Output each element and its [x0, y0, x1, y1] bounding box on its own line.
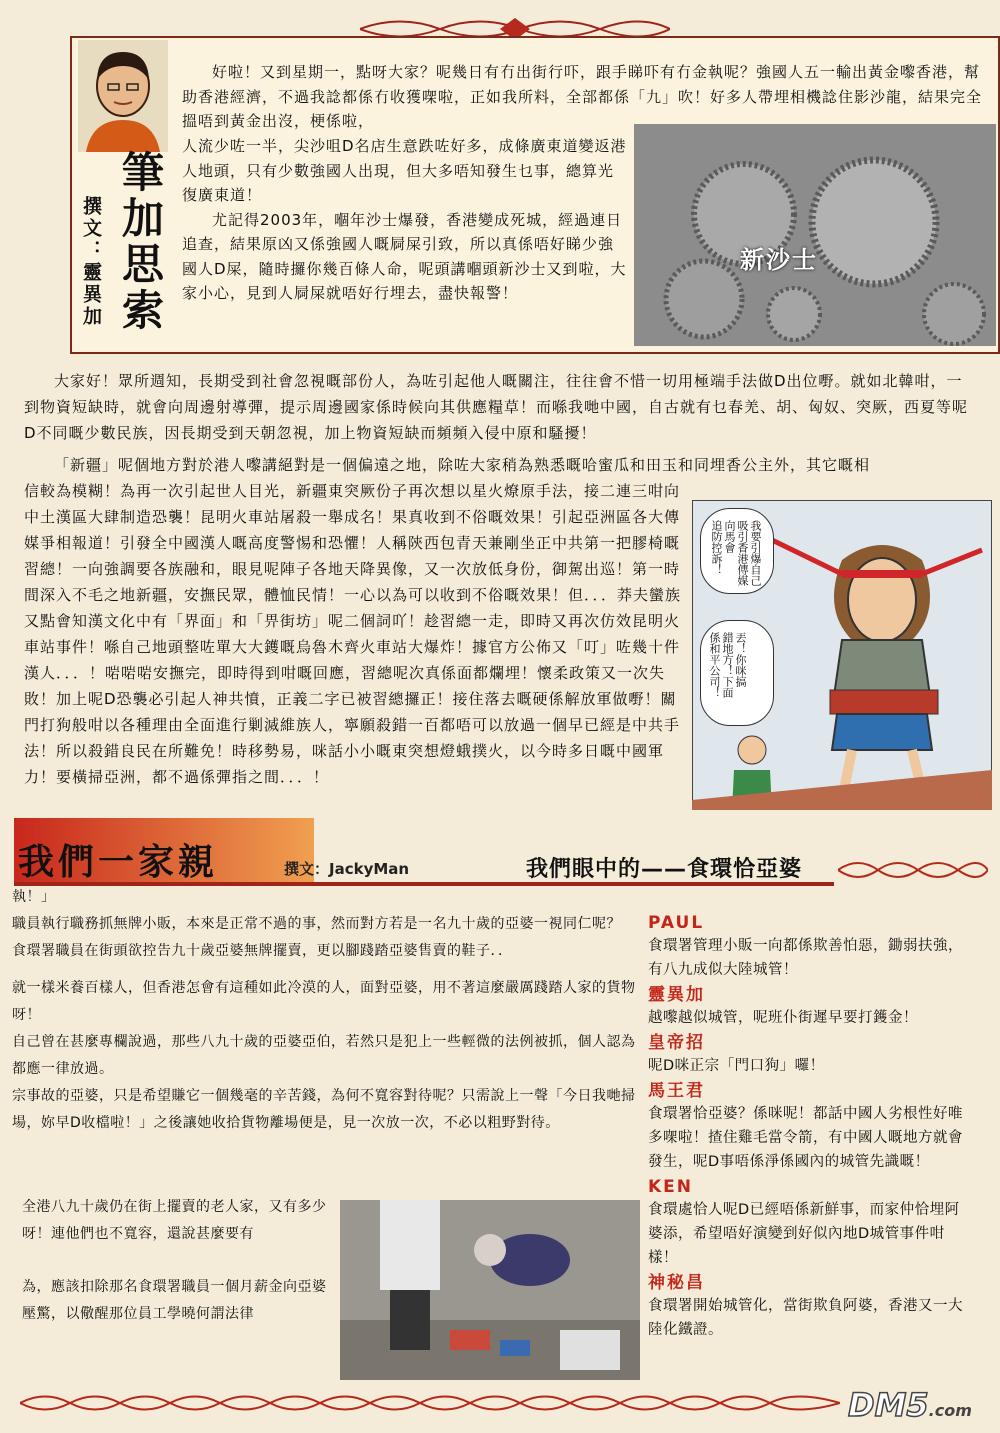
article-intro: [24, 368, 972, 446]
comments-column: [648, 912, 970, 1344]
comment-text: 食環處恰人呢D已經唔係新鮮事，而家仲恰埋阿婆添，希望唔好演變到好似內地D城管事件咁樣！: [648, 1202, 960, 1266]
comment-text: 呢D咪正宗「門口狗」囉！: [648, 1058, 825, 1074]
column-paragraph-1-b: 人流少咗一半，尖沙咀D名店生意跌咗好多，成條廣東道變返港人地頭，只有少數強國人出現，但大多唔知發生乜事，總算光復廣東道！: [182, 137, 627, 204]
column-paragraph-1-b-wrap: [182, 134, 627, 354]
s2-paragraph-2: 職員執行職務抓無牌小販，本來是正常不過的事，然而對方若是一名九十歲的亞婆一視同仁呢？: [12, 916, 621, 932]
watermark-logo: [848, 1386, 972, 1424]
comment-text: 食環署管理小販一向都係欺善怕惡，鋤弱扶強，有八九成似大陸城管！: [648, 938, 963, 978]
virus-photo-caption: 新沙士: [740, 246, 818, 274]
column-title: 筆加思索: [116, 150, 165, 334]
comment-author: KEN: [648, 1177, 694, 1197]
section2-subtitle: 我們眼中的——食環恰亞婆: [526, 857, 803, 882]
section2-ornament: [838, 856, 988, 884]
author-portrait: [78, 40, 168, 152]
comic-bubble-right-text: 丟！你咪搞 錯地方！下面 係和平公司！: [708, 632, 747, 698]
comment-text: 食環署開始城管化，當街欺負阿婆，香港又一大陸化鐵證。: [648, 1298, 963, 1338]
section2-left-column: [12, 884, 640, 1137]
comic-bubble-left-text: 我要引爆自己 吸引香港傳媒 向馬會 追防控訴！: [710, 520, 762, 586]
virus-photo: [634, 124, 996, 346]
street-photo: [340, 1200, 640, 1380]
bottom-ornament: [20, 1390, 840, 1416]
article-paragraph-2-head: [24, 452, 972, 478]
column-paragraph-1-a: 好啦！又到星期一，點呀大家？呢幾日有冇出街行吓，跟手睇吓有冇金執呢？強國人五一輸出黃金嚟香港，幫助香港經濟，不過我諗都係冇收獲㗎啦，正如我所料，全部都係「九」吹！好多人帶埋相機諗住影沙龍，結果完全搵唔到黃金出沒，梗係啦，: [182, 63, 983, 130]
comment-author: 神秘昌: [648, 1273, 705, 1293]
comment-author: 皇帝招: [648, 1033, 705, 1053]
s2-paragraph-6: 宗事故的亞婆，只是希望賺它一個幾毫的辛苦錢，為何不寬容對待呢？只需說上一聲「今日我哋掃場，妳早D收檔啦！」之後讓她收拾貨物離場便是，見一次放一次，不必以粗野對待。: [12, 1088, 636, 1131]
article-paragraph-2: 「新疆」呢個地方對於港人嚟講絕對是一個偏遠之地，除咗大家稍為熟悉嘅哈蜜瓜和田玉和同埋香公主外，其它嘅相: [54, 456, 871, 474]
s2-paragraph-8: 為，應該扣除那名食環署職員一個月薪金向亞婆壓驚，以儆醒那位員工學曉何謂法律: [22, 1279, 327, 1322]
s2-paragraph-3: 食環署職員在街頭欲控告九十歲亞婆無牌擺賣，更以腳踐踏亞婆售賣的鞋子．．: [12, 943, 513, 959]
article-paragraph-2-body: [24, 478, 688, 812]
column-byline: 撰文：靈異加: [80, 196, 102, 328]
comment-text: 越嚟越似城管，呢班仆街遲早要打鑊金！: [648, 1010, 918, 1026]
column-paragraph-1-top: [182, 60, 990, 130]
watermark-brand: DM5: [848, 1386, 929, 1424]
watermark-suffix: .com: [928, 1401, 972, 1420]
comment-author: 靈異加: [648, 985, 705, 1005]
section2-title: 我們一家親: [18, 841, 219, 883]
comment-author: 馬王君: [648, 1081, 705, 1101]
article-paragraph-2-cont: 信較為模糊！為再一次引起世人目光，新疆東突厥份子再次想以星火燎原手法，接二連三咁向中土漢區大肆制造恐襲！昆明火車站屠殺一舉成名！果真收到不俗嘅效果！引起亞洲區各大傳媒爭相報道！引發全中國漢人嘅高度警惕和恐懼！人稱陝西包青天兼剛坐正中共第一把膠椅嘅習總！一向強調要各族融和，眼見呢陣子各地天降異像，又一次放低身份，御駕出巡！第一時間深入不毛之地新疆，安撫民眾，體恤民情！一心以為可以收到不俗嘅效果！但．．．莽夫蠻族又點會知漢文化中有「界面」和「畀街坊」呢二個詞吖！趁習總一走，即時又再次仿效昆明火車站事件！喺自己地頭整咗單大大鑊嘅烏魯木齊火車站大爆炸！據官方公佈又「叮」咗幾十件漢人．．．！啱啱啱安撫完，即時得到咁嘅回應，習總呢次真係面都爛埋！懷柔政策又一次失敗！加上呢D恐襲必引起人神共憤，正義二字已被習總攞正！接住落去嘅硬係解放軍做嘢！關門打狗般咁以各種理由全面進行剿滅維族人，寧願殺錯一百都唔可以放過一個早已經是中共手法！所以殺錯良民在所難免！時移勢易，咪話小小嘅東突想燈蛾撲火，以今時多日嘅中國軍力！要橫掃亞洲，都不過係彈指之間．．．！: [24, 482, 682, 786]
s2-paragraph-1: 執！」: [12, 889, 56, 905]
column-paragraph-2: 尤記得2003年，嗰年沙士爆發，香港變成死城，經過連日追查，結果原凶又係強國人嘅屙屎引致，所以真係唔好睇少強國人D屎，隨時攞你幾百條人命，呢頭講嗰頭新沙士又到啦，大家小心，見到人屙屎就唔好行埋去，盡快報警！: [182, 210, 627, 302]
comment-author: PAUL: [648, 913, 705, 933]
s2-paragraph-7: 全港八九十歲仍在街上擺賣的老人家，又有多少呀！連他們也不寬容，還說甚麼要有: [22, 1199, 327, 1242]
section2-left-bottom: [22, 1194, 332, 1328]
article-paragraph-1: 大家好！眾所週知，長期受到社會忽視嘅部份人，為咗引起他人嘅關注，往往會不惜一切用極端手法做D出位嘢。就如北韓咁，一到物資短缺時，就會向周邊射導彈，提示周邊國家係時候向其供應糧草！而喺我哋中國，自古就有乜春羌、胡、匈奴、突厥，西夏等呢D不同嘅少數民族，因長期受到天朝忽視，加上物資短缺而頻頻入侵中原和騷擾！: [24, 372, 969, 442]
comment-text: 食環署恰亞婆？係咪呢！都話中國人劣根性好唯多㗎啦！揸住雞毛當令箭，有中國人嘅地方就會發生，呢D事唔係淨係國內的城管先識嘅！: [648, 1106, 963, 1170]
s2-paragraph-4: 就一樣米養百樣人，但香港怎會有這種如此冷漠的人，面對亞婆，用不著這麼嚴厲踐踏人家的貨物呀！: [12, 980, 636, 1023]
s2-paragraph-5: 自己曾在甚麼專欄說過，那些八九十歲的亞婆亞伯，若然只是犯上一些輕微的法例被抓，個人認為都應一律放過。: [12, 1034, 636, 1077]
section2-byline: 撰文：JackyMan: [284, 860, 410, 878]
